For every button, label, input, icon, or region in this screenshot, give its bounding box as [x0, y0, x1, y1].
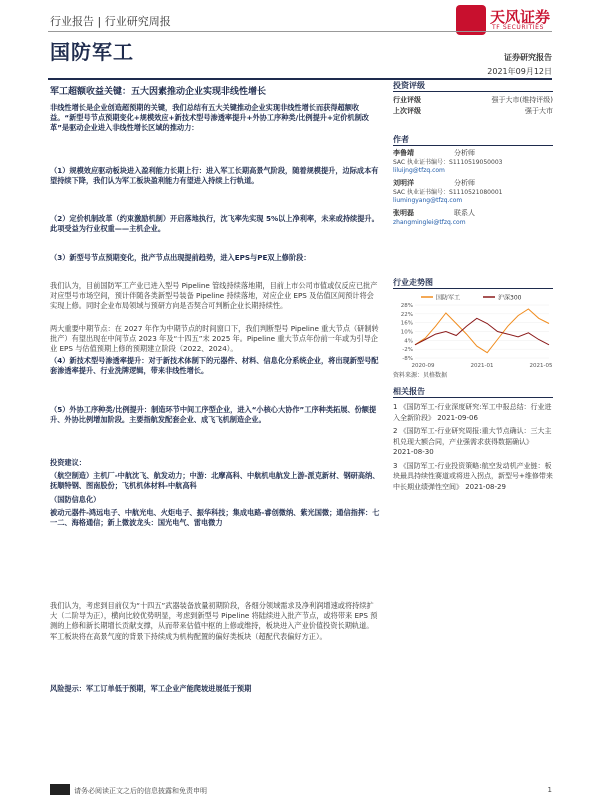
x-tick-label: 2020-09: [411, 363, 435, 369]
point-3-text: （3）新型号节点预期变化，批产节点出现提前趋势，进入EPS与PE双上修阶段：: [50, 253, 311, 262]
author-card: [393, 148, 553, 175]
report-type: 证券研究报告: [504, 53, 552, 62]
author-name: 张明磊: [393, 209, 414, 217]
x-tick-label: 2021-01: [470, 363, 494, 369]
authors-divider: [393, 145, 553, 146]
invest-info-list: 被动元器件-鸿远电子、中航光电、火炬电子、振华科技；集成电路-睿创微纳、紫光国微；通信指挥：七一二、海格通信；新上微波龙头：国光电气、雷电微力: [50, 507, 380, 528]
y-tick-label: -8%: [402, 356, 413, 362]
y-tick-label: 16%: [400, 320, 413, 327]
article-subtitle: 军工超额收益关键：五大因素推动企业实现非线性增长: [50, 87, 267, 97]
point-3b: [50, 324, 380, 355]
invest-heading: 投资建议：: [50, 458, 86, 467]
author-email[interactable]: zhangminglei@tfzq.com: [393, 219, 466, 226]
author-email[interactable]: liluijng@tfzq.com: [393, 167, 445, 174]
invest-aero: （航空制造）主机厂-中航沈飞、航发动力；中游：北摩高科、中航机电航发上游-派克新材、钢研高纳、抚顺特钢、图南股份；飞机机体材料-中航高科: [50, 471, 380, 491]
legend-label: 沪深300: [498, 294, 522, 302]
rating-label: 行业评级: [393, 96, 421, 104]
author-role: 分析师: [454, 149, 475, 157]
y-tick-label: -2%: [402, 347, 413, 354]
intro-text: 非线性增长是企业创造超预期的关键，我们总结有五大关键推动企业实现非线性增长而获得超额收益。“新型号节点预期变化+规模效应+新技术型号渗透率提升+外协工序种类/比例提升+定价机制改革”是驱动企业进入非线性增长区域的推动力：: [50, 103, 369, 133]
rating-section: [393, 80, 553, 117]
authors-section: [393, 134, 553, 227]
related-heading: 相关报告: [393, 387, 425, 396]
intro-paragraph: [50, 103, 380, 134]
author-name: 刘明洋: [393, 179, 414, 187]
y-tick-label: 4%: [404, 338, 413, 345]
author-card: [393, 208, 553, 227]
trend-divider: [393, 288, 553, 289]
trend-heading: 行业走势图: [393, 278, 433, 287]
company-name-en: TF SECURITIES: [492, 24, 544, 31]
author-cert: SAC 执业证书编号：S1110521080001: [393, 189, 503, 196]
rating-heading: 投资评级: [393, 81, 425, 90]
qr-code-icon: [50, 784, 70, 795]
page-number: 1: [547, 786, 552, 794]
point-3b-text: 两大重要中期节点：在 2027 年作为中期节点的时间窗口下，我们判断型号 Pipeline 重大节点（研制转批产）有望出现在中间节点 2023 年及“十四五”末 2025 年。Pipeline 重大节点年份前一年或为引导企业 EPS 与估值预期上修的预期建立阶段（2022、2024）。: [50, 324, 379, 354]
point-1-text: （1）规模效应驱动板块进入盈利能力长期上行：进入军工长期高景气阶段，随着规模提升，边际成本有望持续下降，我们认为军工板块盈利能力有望进入持续上行轨道。: [50, 166, 379, 186]
point-3: [50, 253, 380, 263]
company-name: 天风证券: [490, 8, 551, 26]
rating-value: 强于大市(维持评级): [491, 96, 553, 104]
point-3a-text: 我们认为，目前国防军工产业已进入型号 Pipeline 管线持续落地期，目前上市公司市值或仅反应已批产对应型号市场空间，预计伴随各类新型号装备 Pipeline 持续落地，对应企业 EPS 及估值区间预计将会实现上修。同时企业布局领域与预研方向是否契合可判断企业长期持续性。: [50, 281, 378, 311]
related-section: [393, 386, 553, 492]
related-report-link[interactable]: 1 《国防军工-行业深度研究:军工中报总结：行业进入全新阶段》 2021-09-06: [393, 403, 552, 422]
related-report-link[interactable]: 2 《国防军工-行业研究周报:重大节点确认：三大主机兑现大额合同，产业强需求获得数据确认》 2021-08-30: [393, 427, 552, 456]
invest-section: [50, 458, 380, 528]
legend-label: 国防军工: [436, 294, 461, 302]
point-4: [50, 356, 380, 376]
report-category: 行业报告 | 行业研究周报: [50, 15, 171, 28]
invest-info-heading: （国防信息化）: [50, 494, 101, 504]
footer-disclaimer: 请务必阅读正文之后的信息披露和免责申明: [74, 787, 207, 795]
author-email[interactable]: liumingyang@tfzq.com: [393, 197, 463, 204]
point-4-text: （4）新技术型号渗透率提升：对于新技术体制下的元器件、材料、信息化分系统企业，将出现新型号配套渗透率提升、行业洗牌逻辑，带来非线性增长。: [50, 356, 379, 376]
author-cert: SAC 执业证书编号：S1110519050003: [393, 159, 503, 166]
y-tick-label: 22%: [400, 311, 413, 318]
related-divider: [393, 397, 553, 398]
point-1: [50, 166, 380, 186]
point-5-text: （5）外协工序种类/比例提升：制造环节中间工序型企业，进入“小核心大协作”工序种类拓展、份额提升、外协比例增加阶段。主要指航发配套企业、成飞飞机制造企业。: [50, 405, 377, 425]
conclusion-text: 我们认为，考虑到目前仅为“十四五”武器装备放量初期阶段，各细分领域需求及净利润增速或将持续扩大（二阶导为正），横向比较优势明显，考虑到新型号 Pipeline 将陆续进入批产节点，或将带来 EPS 预测的上修和新长期增长贡献支撑，从而带来估值中枢的上修或维持，板块进入产业价值投资长期轨道。军工板块将在高景气度的背景下持续成为机构配置的偏好类板块（超配代表偏好方正）。: [50, 601, 378, 641]
prev-rating-value: 强于大市: [525, 107, 553, 115]
x-tick-label: 2021-05: [529, 363, 553, 369]
point-5: [50, 405, 380, 425]
point-2-text: （2）定价机制改革（约束激励机制）开启落地执行，沈飞率先实现 5%以上净利率，未来或持续提升。此项受益为行业权重——主机企业。: [50, 214, 379, 234]
header-divider: [48, 31, 552, 32]
related-report-link[interactable]: 3 《国防军工-行业投资策略:航空发动机产业链：板块最具持续性赛道或将进入拐点，新型号+维修带来中长期业绩弹性空间》 2021-08-29: [393, 461, 553, 491]
author-role: 分析师: [454, 179, 475, 187]
point-3a: [50, 281, 380, 312]
chart-source: 资料来源：贝格数据: [393, 372, 448, 379]
trend-section: [393, 277, 553, 289]
author-role: 联系人: [454, 209, 475, 217]
y-tick-label: 28%: [400, 303, 413, 309]
series-line: [415, 309, 549, 353]
y-tick-label: 10%: [400, 329, 413, 336]
author-card: [393, 178, 553, 205]
industry-trend-chart: [393, 291, 553, 369]
page-title: 国防军工: [50, 40, 134, 64]
report-date: 2021年09月12日: [487, 67, 552, 76]
risk-text: 风险提示：军工订单低于预期，军工企业产能爬坡进展低于预期: [50, 684, 252, 693]
rating-divider: [393, 91, 553, 92]
conclusion: [50, 601, 380, 642]
risk-warning: [50, 684, 380, 694]
point-2: [50, 214, 380, 234]
prev-rating-label: 上次评级: [393, 107, 421, 115]
author-name: 李鲁靖: [393, 149, 414, 157]
authors-heading: 作者: [393, 135, 409, 144]
